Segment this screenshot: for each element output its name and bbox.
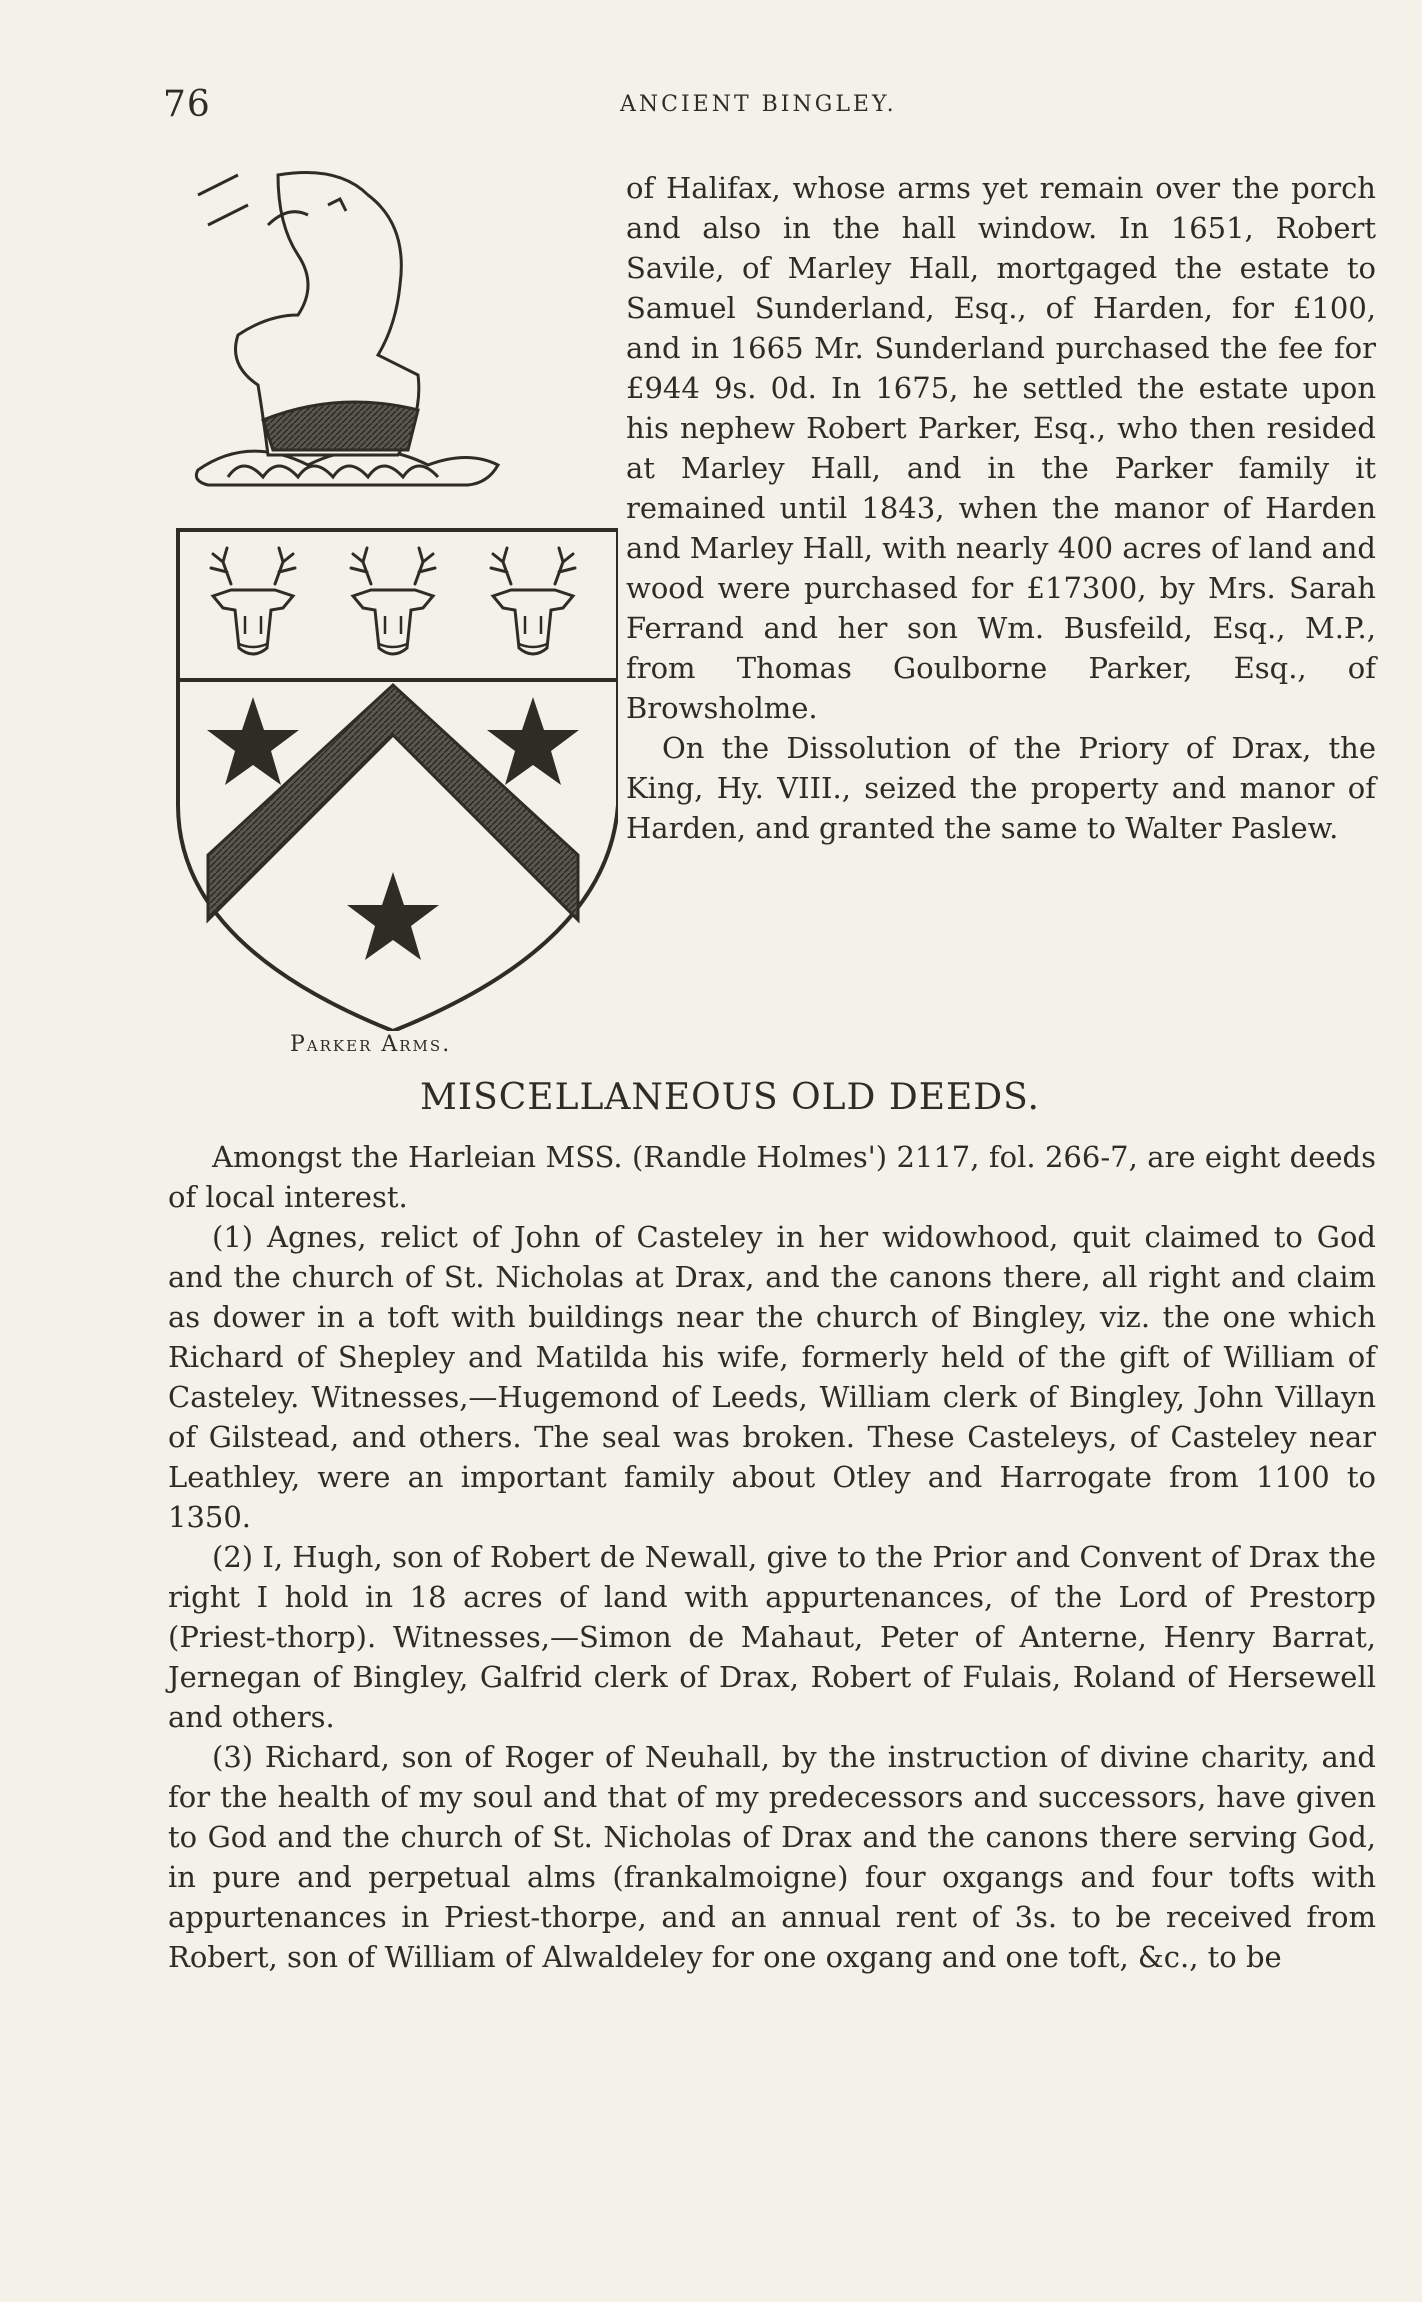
- intro-paragraph: [626, 168, 1376, 848]
- page-number: 76: [163, 84, 211, 125]
- figure-caption: Parker Arms.: [290, 1032, 452, 1057]
- parker-arms-illustration: [168, 165, 618, 1031]
- paragraph: (1) Agnes, relict of John of Casteley in her widowhood, quit claimed to God and the church of St. Nicholas at Drax, and the canons there, all right and claim as dower in a toft with buildings near the church of Bingley, viz. the one which Richard of Shepley and Matilda his wife, formerly held of the gift of William of Casteley. Witnesses,—Hugemond of Leeds, William clerk of Bingley, John Villayn of Gilstead, and others. The seal was broken. These Casteleys, of Casteley near Leathley, were an important family about Otley and Harrogate from 1100 to 1350.: [168, 1220, 1376, 1534]
- crest-buck-head: [198, 173, 419, 456]
- paragraph: (3) Richard, son of Roger of Neuhall, by the instruction of divine charity, and for the health of my soul and that of my predecessors and successors, have given to God and the church of St. Nicholas of Drax and the canons there serving God, in pure and perpetual alms (frankalmoigne) four oxgangs and four tofts with appurtenances in Priest-thorpe, and an annual rent of 3s. to be received from Robert, son of William of Alwaldeley for one oxgang and one toft, &c., to be: [168, 1740, 1376, 1974]
- intro-paragraph-2: On the Dissolution of the Priory of Drax, the King, Hy. VIII., seized the property and manor of Harden, and granted the same to Walter Paslew.: [626, 731, 1376, 845]
- paragraph: (2) I, Hugh, son of Robert de Newall, give to the Prior and Convent of Drax the right I hold in 18 acres of land with appurtenances, of the Lord of Prestorp (Priest-thorp). Witnesses,—Simon de Mahaut, Peter of Anterne, Henry Barrat, Jernegan of Bingley, Galfrid clerk of Drax, Robert of Fulais, Roland of Hersewell and others.: [168, 1540, 1376, 1734]
- paragraph: Amongst the Harleian MSS. (Randle Holmes') 2117, fol. 266-7, are eight deeds of local interest.: [168, 1140, 1376, 1214]
- section-body: [168, 1137, 1376, 1977]
- intro-paragraph-1: of Halifax, whose arms yet remain over the porch and also in the hall window. In 1651, Robert Savile, of Marley Hall, mortgaged the estate to Samuel Sunderland, Esq., of Harden, for £100, and in 1665 Mr. Sunderland purchased the fee for £944 9s. 0d. In 1675, he settled the estate upon his nephew Robert Parker, Esq., who then resided at Marley Hall, and in the Parker family it remained until 1843, when the manor of Harden and Marley Hall, with nearly 400 acres of land and wood were purchased for £17300, by Mrs. Sarah Ferrand and her son Wm. Busfeild, Esq., M.P., from Thomas Goulborne Parker, Esq., of Browsholme.: [626, 171, 1376, 725]
- section-heading: MISCELLANEOUS OLD DEEDS.: [420, 1077, 1040, 1118]
- running-head: ANCIENT BINGLEY.: [620, 92, 897, 117]
